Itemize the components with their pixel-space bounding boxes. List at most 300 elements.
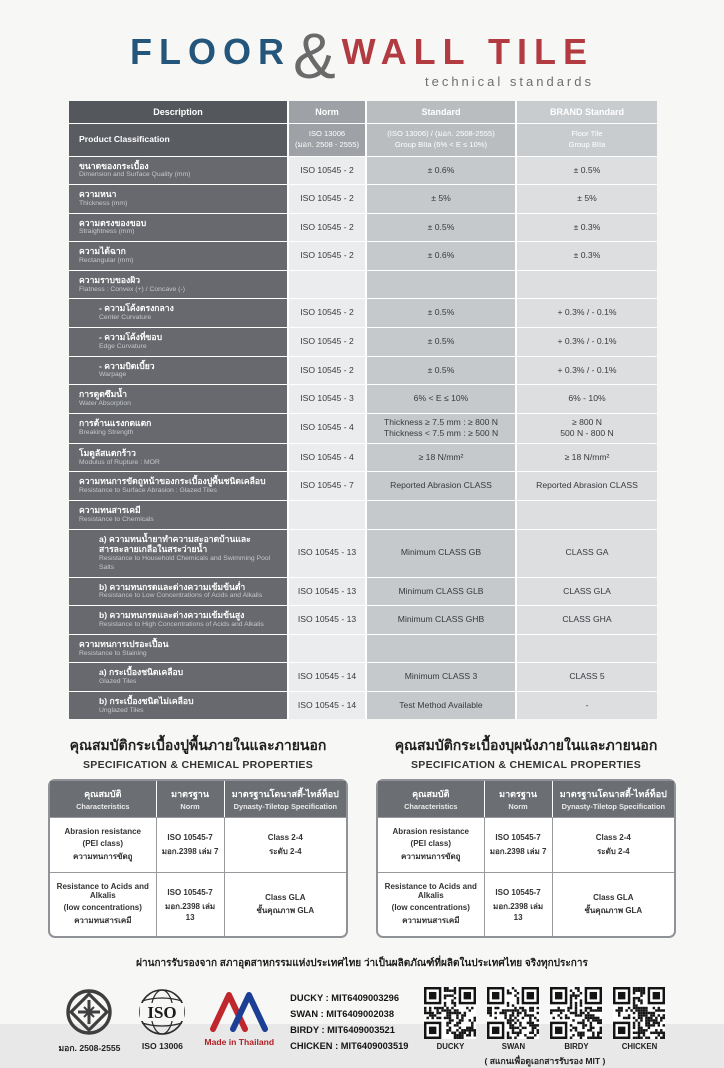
spec-cell-line: ระดับ 2-4	[268, 846, 302, 856]
row-label-thai: b) ความทนกรดและด่างความเข้มข้นสูง	[99, 610, 245, 621]
ampersand-glyph: &	[292, 20, 336, 92]
brand-value: ≥ 18 N/mm²	[564, 451, 610, 462]
spec-header-thai: มาตรฐาน	[171, 789, 209, 800]
standard-cell	[367, 663, 515, 691]
header-norm	[289, 101, 365, 123]
brand-value: CLASS GHA	[562, 614, 612, 625]
header-norm-label: Norm	[315, 106, 339, 117]
brand-value: ± 0.3%	[573, 250, 601, 261]
norm-cell	[289, 185, 365, 213]
brand-cell	[517, 692, 657, 720]
description-cell	[69, 606, 287, 634]
qr-label: DUCKY	[436, 1042, 465, 1052]
norm-cell	[289, 271, 365, 299]
brand-logo	[0, 0, 724, 92]
qr-code-icon	[613, 987, 665, 1039]
spec-body-cell	[157, 873, 225, 936]
spec-body-cell	[553, 873, 674, 936]
spec-cell-line: ความทนการขัดถู	[73, 852, 133, 862]
row-label-thai: - ความโค้งที่ขอบ	[99, 331, 163, 342]
norm-cell	[289, 299, 365, 327]
brand-cell	[517, 124, 657, 156]
description-cell	[69, 357, 287, 385]
spec-tables-section	[0, 735, 724, 938]
spec-title-thai: คุณสมบัติกระเบื้องปูพื้นภายในและภายนอก	[69, 737, 327, 754]
norm-value: ISO 10545 - 2	[300, 307, 354, 318]
norm-value: ISO 10545 - 2	[300, 250, 354, 261]
brand-cell	[517, 472, 657, 500]
description-cell	[69, 501, 287, 529]
logo-floor-text: FLOOR	[130, 31, 291, 72]
spec-header-cell	[378, 781, 485, 817]
iso-logo-block	[136, 983, 188, 1051]
spec-cell-line: (PEI class)	[82, 838, 123, 848]
spec-cell-line: ชั้นคุณภาพ GLA	[584, 906, 643, 916]
brand-cell	[517, 157, 657, 185]
qr-item	[424, 987, 476, 1051]
spec-body-cell	[50, 873, 157, 936]
qr-group	[424, 987, 665, 1051]
table-row	[69, 663, 655, 691]
brand-value: ± 5%	[577, 193, 597, 204]
row-label-eng: Resistance to Household Chemicals and Swimming Pool Salts	[99, 555, 271, 571]
spec-cell-line: Class GLA	[265, 892, 306, 902]
qr-item	[487, 987, 539, 1051]
spec-cell-line: มอก.2398 เล่ม 7	[489, 846, 547, 856]
norm-cell	[289, 663, 365, 691]
description-cell	[69, 444, 287, 472]
standard-cell	[367, 635, 515, 663]
spec-cell-line: (low concentrations)	[391, 902, 470, 912]
spec-cell-line: Resistance to Acids and Alkalis	[384, 882, 477, 901]
standard-value: Minimum CLASS 3	[404, 671, 478, 682]
norm-value: ISO 10545 - 13	[297, 585, 357, 596]
standard-value: ± 5%	[431, 193, 451, 204]
norm-cell	[289, 501, 365, 529]
table-row	[69, 385, 655, 413]
certification-statement: ผ่านการรับรองจาก สภาอุตสาหกรรมแห่งประเทศไทย ว่าเป็นผลิตภัณฑ์ที่ผลิตในประเทศไทย จริงทุกประการ	[136, 958, 588, 970]
qr-code-icon	[487, 987, 539, 1039]
spec-header-cell	[50, 781, 157, 817]
brand-cell	[517, 414, 657, 443]
spec-body-cell	[378, 818, 485, 872]
spec-header-row	[378, 781, 674, 817]
header-standard	[367, 101, 515, 123]
description-cell	[69, 214, 287, 242]
brand-cell	[517, 271, 657, 299]
row-label-eng: Unglazed Tiles	[99, 706, 144, 714]
standard-cell	[367, 444, 515, 472]
norm-value: ISO 10545 - 2	[300, 164, 354, 175]
brand-cell	[517, 635, 657, 663]
description-cell	[69, 328, 287, 356]
standard-cell	[367, 124, 515, 156]
table-row	[69, 124, 655, 156]
spec-header-eng: Characteristics	[76, 802, 130, 812]
row-label-thai: การต้านแรงกดแตก	[79, 418, 152, 429]
logo-row	[130, 20, 594, 92]
spec-header-thai: มาตรฐาน	[499, 789, 537, 800]
standard-value: ± 0.5%	[427, 221, 455, 232]
standard-value: ± 0.5%	[427, 364, 455, 375]
norm-cell	[289, 414, 365, 443]
norm-value: ISO 10545 - 2	[300, 335, 354, 346]
qr-caption: ( สแกนเพื่อดูเอกสารรับรอง MIT )	[484, 1056, 606, 1067]
standard-cell	[367, 214, 515, 242]
row-label-eng: Rectangular (mm)	[79, 257, 134, 265]
standard-value: 6% < E ≤ 10%	[413, 393, 469, 404]
mit-certificate: BIRDY : MIT6409003521	[290, 1025, 395, 1036]
brand-value: ± 0.3%	[573, 221, 601, 232]
spec-body-row	[378, 872, 674, 936]
table-row	[69, 299, 655, 327]
description-cell	[69, 242, 287, 270]
tis-caption: มอก. 2508-2555	[58, 1043, 121, 1054]
standard-cell	[367, 530, 515, 577]
standard-value: ± 0.5%	[427, 307, 455, 318]
brand-value: CLASS GLA	[563, 585, 611, 596]
spec-cell-line: Abrasion resistance	[392, 827, 470, 837]
brand-cell	[517, 501, 657, 529]
norm-value: ISO 10545 - 2	[300, 221, 354, 232]
spec-cell-line: Abrasion resistance	[64, 827, 142, 837]
brand-cell	[517, 357, 657, 385]
norm-value: ISO 10545 - 2	[300, 193, 354, 204]
spec-body-cell	[485, 873, 553, 936]
norm-cell	[289, 124, 365, 156]
iso-logo-icon	[136, 987, 188, 1037]
spec-body-cell	[485, 818, 553, 872]
norm-cell	[289, 606, 365, 634]
spec-title-eng: SPECIFICATION & CHEMICAL PROPERTIES	[82, 759, 314, 772]
iso-caption: ISO 13006	[141, 1041, 183, 1052]
brand-value: + 0.3% / - 0.1%	[557, 364, 617, 375]
brand-value: CLASS 5	[569, 671, 605, 682]
standard-cell	[367, 692, 515, 720]
description-cell	[69, 157, 287, 185]
row-label-eng: Resistance to High Concentrations of Acids and Alkalis	[99, 620, 264, 628]
norm-value: ISO 10545 - 7	[300, 480, 354, 491]
brand-cell	[517, 185, 657, 213]
mit-certificate: CHICKEN : MIT6409003519	[290, 1040, 409, 1051]
row-label-thai: a) ความทนน้ำยาทำความสะอาดบ้านและสารละลายเกลือในสระว่ายน้ำ	[99, 533, 251, 555]
spec-cell-line: ความทนสารเคมี	[402, 916, 460, 926]
spec-body-cell	[157, 818, 225, 872]
standard-cell	[367, 578, 515, 606]
norm-value: ISO 10545 - 13	[297, 614, 357, 625]
standard-value: ± 0.6%	[427, 164, 455, 175]
row-label-eng: Thickness (mm)	[79, 199, 128, 207]
table-row	[69, 328, 655, 356]
header-brand-standard-label: BRAND Standard	[549, 106, 624, 117]
spec-cell-line: ISO 10545-7	[495, 833, 541, 843]
table-row	[69, 214, 655, 242]
row-label-thai: ความทนการขัดถูหน้าของกระเบื้องปูพื้นชนิดเคลือบ	[79, 476, 266, 487]
row-label-thai: Product Classification	[79, 134, 170, 145]
table-header-row	[69, 101, 655, 123]
norm-cell	[289, 242, 365, 270]
iso-logo-text: ISO	[147, 1003, 178, 1023]
norm-cell	[289, 444, 365, 472]
norm-value: ISO 10545 - 4	[300, 451, 354, 462]
spec-cell-line: ความทนการขัดถู	[401, 852, 461, 862]
table-row	[69, 530, 655, 577]
spec-cell-line: ชั้นคุณภาพ GLA	[256, 906, 315, 916]
row-label-thai: - ความโค้งตรงกลาง	[99, 303, 174, 314]
row-label-eng: Glazed Tiles	[99, 678, 137, 686]
table-row	[69, 472, 655, 500]
description-cell	[69, 124, 287, 156]
row-label-eng: Resistance to Low Concentrations of Acids and Alkalis	[99, 592, 263, 600]
spec-header-cell	[157, 781, 225, 817]
brand-cell	[517, 299, 657, 327]
brand-value: 500 N - 800 N	[560, 428, 614, 439]
row-label-eng: Dimension and Surface Quality (mm)	[79, 171, 191, 179]
brand-value: 6% - 10%	[568, 393, 606, 404]
standard-value: Minimum CLASS GHB	[397, 614, 485, 625]
brand-value: CLASS GA	[565, 547, 609, 558]
spec-table	[376, 779, 676, 938]
spec-cell-line: Class 2-4	[267, 833, 303, 843]
standard-cell	[367, 271, 515, 299]
brand-value: ≥ 800 N	[571, 416, 603, 427]
logo-wall-block	[342, 26, 594, 89]
footer	[0, 956, 724, 1068]
spec-title-thai: คุณสมบัติกระเบื้องบุผนังภายในและภายนอก	[394, 737, 658, 754]
header-brand-standard	[517, 101, 657, 123]
row-label-eng: Flatness : Convex (+) / Concave (-)	[79, 285, 185, 293]
logo-wall-text: WALL TILE	[341, 31, 594, 72]
spec-header-cell	[553, 781, 674, 817]
spec-header-cell	[485, 781, 553, 817]
standard-value: ± 0.6%	[427, 250, 455, 261]
table-row	[69, 271, 655, 299]
norm-cell	[289, 385, 365, 413]
standard-value: Thickness ≥ 7.5 mm : ≥ 800 N	[383, 416, 499, 427]
spec-cell-line: ระดับ 2-4	[596, 846, 630, 856]
spec-cell-line: Class GLA	[593, 892, 634, 902]
qr-block	[424, 983, 665, 1068]
header-description	[69, 101, 287, 123]
spec-header-thai: คุณสมบัติ	[412, 789, 450, 800]
spec-cell-line: Resistance to Acids and Alkalis	[56, 882, 149, 901]
norm-cell	[289, 472, 365, 500]
norm-cell	[289, 635, 365, 663]
norm-value: ISO 10545 - 2	[300, 364, 354, 375]
norm-value: ISO 10545 - 14	[297, 671, 357, 682]
table-row	[69, 357, 655, 385]
standard-value: Test Method Available	[399, 699, 483, 710]
standard-cell	[367, 357, 515, 385]
norm-value: ISO 10545 - 13	[297, 547, 357, 558]
spec-cell-line: ISO 10545-7	[495, 888, 541, 898]
description-cell	[69, 692, 287, 720]
brand-cell	[517, 328, 657, 356]
row-label-eng: Resistance to Staining	[79, 649, 147, 657]
table-row	[69, 606, 655, 634]
spec-title-eng: SPECIFICATION & CHEMICAL PROPERTIES	[410, 759, 642, 772]
row-label-thai: ความทนสารเคมี	[79, 504, 141, 515]
spec-body-row	[50, 872, 346, 936]
made-in-thailand-icon	[207, 987, 271, 1033]
description-cell	[69, 472, 287, 500]
description-cell	[69, 530, 287, 577]
header-standard-label: Standard	[421, 106, 461, 117]
row-label-eng: Water Absorption	[79, 399, 131, 407]
header-description-label: Description	[153, 106, 203, 117]
table-row	[69, 578, 655, 606]
standard-cell	[367, 501, 515, 529]
brand-value: + 0.3% / - 0.1%	[557, 307, 617, 318]
brand-cell	[517, 578, 657, 606]
standard-cell	[367, 472, 515, 500]
tis-mark-icon	[64, 987, 114, 1037]
row-label-thai: การดูดซึมน้ำ	[79, 389, 128, 400]
mit-logo-block	[204, 983, 274, 1047]
row-label-eng: Straightness (mm)	[79, 228, 135, 236]
description-cell	[69, 185, 287, 213]
table-row	[69, 185, 655, 213]
table-row	[69, 157, 655, 185]
brand-cell	[517, 663, 657, 691]
spec-header-eng: Norm	[180, 802, 200, 812]
qr-code-icon	[424, 987, 476, 1039]
row-label-thai: ความราบของผิว	[79, 274, 141, 285]
spec-cell-line: ความทนสารเคมี	[74, 916, 132, 926]
description-cell	[69, 414, 287, 443]
row-label-thai: ความทนการเปรอะเปื้อน	[79, 638, 169, 649]
row-label-thai: ความตรงของขอบ	[79, 217, 147, 228]
description-cell	[69, 299, 287, 327]
brand-cell	[517, 444, 657, 472]
description-cell	[69, 663, 287, 691]
spec-header-eng: Dynasty-Tiletop Specification	[233, 802, 337, 812]
table-row	[69, 242, 655, 270]
mit-certificate-list	[290, 983, 408, 1054]
description-cell	[69, 578, 287, 606]
brand-value: Reported Abrasion CLASS	[536, 480, 638, 491]
qr-label: SWAN	[501, 1042, 526, 1052]
brand-cell	[517, 242, 657, 270]
spec-cell-line: Class 2-4	[595, 833, 631, 843]
standard-value: Thickness < 7.5 mm : ≥ 500 N	[383, 428, 499, 439]
spec-header-thai: คุณสมบัติ	[84, 789, 122, 800]
spec-table	[48, 779, 348, 938]
brand-value: Group BIIa	[568, 139, 606, 149]
qr-item	[613, 987, 665, 1051]
spec-body-cell	[553, 818, 674, 872]
standard-cell	[367, 606, 515, 634]
spec-cell-line: (low concentrations)	[63, 902, 142, 912]
row-label-eng: Edge Curvature	[99, 342, 147, 350]
qr-label: BIRDY	[564, 1042, 589, 1052]
standard-cell	[367, 385, 515, 413]
logos-row	[0, 983, 724, 1068]
tis-logo-block	[59, 983, 121, 1055]
qr-label: CHICKEN	[621, 1042, 658, 1052]
standard-cell	[367, 328, 515, 356]
spec-header-eng: Dynasty-Tiletop Specification	[561, 802, 665, 812]
norm-cell	[289, 357, 365, 385]
norm-value: ISO 10545 - 14	[297, 699, 357, 710]
table-row	[69, 635, 655, 663]
row-label-thai: b) ความทนกรดและด่างความเข้มข้นต่ำ	[99, 581, 246, 592]
description-cell	[69, 635, 287, 663]
row-label-eng: Breaking Strength	[79, 429, 134, 437]
brand-cell	[517, 530, 657, 577]
standard-cell	[367, 299, 515, 327]
standard-value: Minimum CLASS GLB	[398, 585, 484, 596]
row-label-eng: Modulus of Rupture : MOR	[79, 458, 160, 466]
brand-value: + 0.3% / - 0.1%	[557, 335, 617, 346]
row-label-thai: ขนาดของกระเบื้อง	[79, 160, 149, 171]
spec-body-cell	[225, 818, 346, 872]
norm-cell	[289, 214, 365, 242]
row-label-thai: - ความบิดเบี้ยว	[99, 360, 155, 371]
row-label-eng: Center Curvature	[99, 314, 152, 322]
spec-header-eng: Characteristics	[404, 802, 458, 812]
spec-cell-line: มอก.2398 เล่ม 13	[165, 901, 216, 922]
standard-value: ± 0.5%	[427, 335, 455, 346]
spec-header-thai: มาตรฐานโดนาสตี้-ไทล์ท็อป	[231, 789, 339, 800]
brand-cell	[517, 385, 657, 413]
row-label-thai: b) กระเบื้องชนิดไม่เคลือบ	[99, 695, 194, 706]
table-row	[69, 501, 655, 529]
standard-value: (ISO 13006) / (มอก. 2508-2555)	[387, 129, 495, 139]
brand-cell	[517, 214, 657, 242]
spec-body-row	[50, 817, 346, 872]
spec-body-cell	[50, 818, 157, 872]
spec-cell-line: มอก.2398 เล่ม 13	[493, 901, 544, 922]
description-cell	[69, 271, 287, 299]
table-body	[69, 124, 655, 720]
norm-value: ISO 10545 - 3	[300, 393, 354, 404]
spec-body-row	[378, 817, 674, 872]
row-label-thai: โมดูลัสแตกร้าว	[79, 447, 136, 458]
norm-cell	[289, 578, 365, 606]
table-row	[69, 414, 655, 443]
norm-cell	[289, 328, 365, 356]
standard-value: ≥ 18 N/mm²	[418, 451, 464, 462]
standard-value: Group BIIa (6% < E ≤ 10%)	[394, 139, 488, 149]
row-label-thai: ความหนา	[79, 189, 117, 200]
norm-cell	[289, 157, 365, 185]
norm-value: ISO 13006	[308, 129, 346, 139]
spec-body-cell	[378, 873, 485, 936]
qr-item	[550, 987, 602, 1051]
standards-table	[69, 101, 655, 720]
spec-header-cell	[225, 781, 346, 817]
spec-cell-line: ISO 10545-7	[167, 833, 213, 843]
row-label-eng: Resistance to Chemicals	[79, 515, 154, 523]
row-label-eng: Resistance to Surface Abrasion : Glazed Tiles	[79, 487, 217, 495]
norm-value: (มอก. 2508 - 2555)	[295, 139, 359, 149]
spec-header-row	[50, 781, 346, 817]
spec-header-thai: มาตรฐานโดนาสตี้-ไทล์ท็อป	[559, 789, 667, 800]
row-label-eng: Warpage	[99, 371, 127, 379]
row-label-thai: a) กระเบื้องชนิดเคลือบ	[99, 667, 184, 678]
spec-cell-line: (PEI class)	[410, 838, 451, 848]
brand-cell	[517, 606, 657, 634]
logo-tagline: technical standards	[424, 73, 594, 89]
spec-table-block	[48, 735, 348, 938]
mit-certificate: SWAN : MIT6409002038	[290, 1009, 395, 1020]
norm-value: ISO 10545 - 4	[300, 422, 354, 433]
standard-cell	[367, 414, 515, 443]
spec-table-block	[376, 735, 676, 938]
brand-value: Floor Tile	[571, 129, 603, 139]
spec-cell-line: มอก.2398 เล่ม 7	[161, 846, 219, 856]
